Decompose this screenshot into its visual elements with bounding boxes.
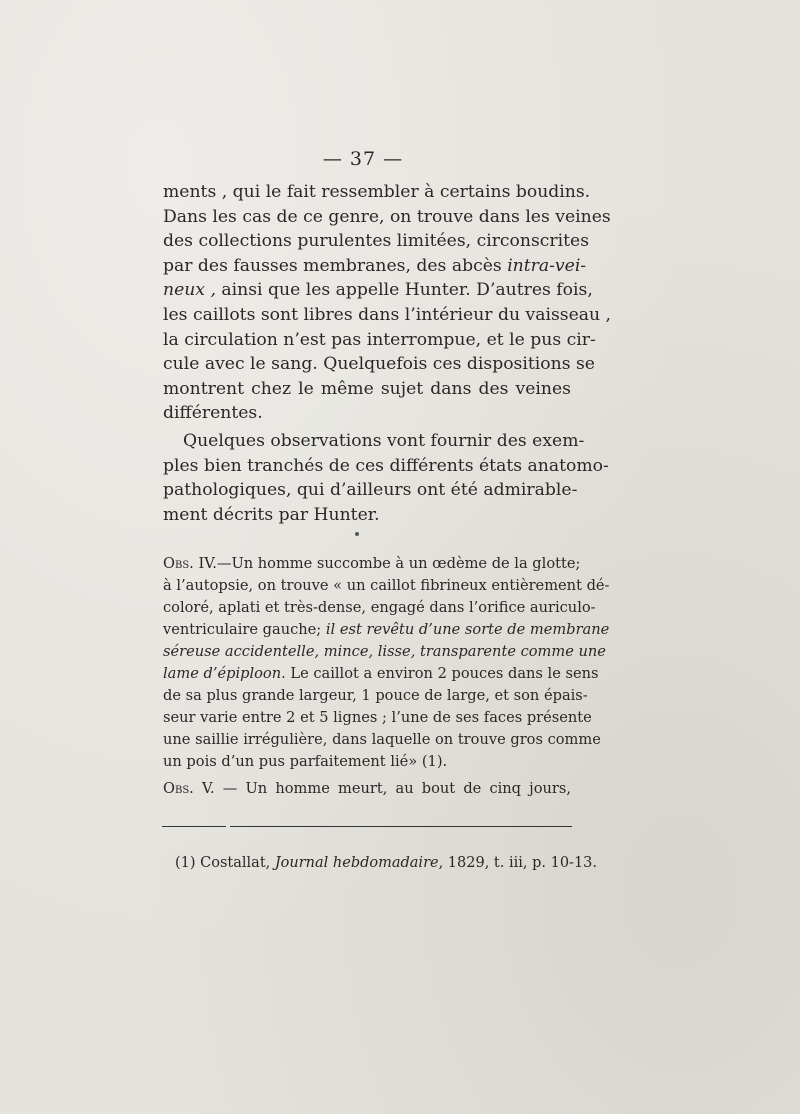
observation-label: Obs. IV. (163, 555, 217, 572)
observation-4 (163, 553, 610, 773)
text-line: montrent chez le même sujet dans des veines (163, 378, 571, 399)
observation-label: Obs. V. (163, 780, 215, 797)
footnote-marker: (1) (175, 855, 196, 871)
text-line: de sa plus grande largeur, 1 pouce de large, et son épais- (163, 687, 588, 704)
text-line: à l’autopsie, on trouve « un caillot fibrineux entièrement dé- (163, 577, 610, 594)
text-line: seur varie entre 2 et 5 lignes ; l’une de ses faces présente (163, 709, 592, 726)
text-line: des collections purulentes limitées, circonscrites (163, 231, 590, 252)
text-line: la circulation n’est pas interrompue, et le pus cir- (163, 329, 596, 350)
text-span: — Un homme meurt, au bout de cinq jours, (222, 780, 571, 797)
text-line (163, 641, 606, 663)
footnote-author: Costallat, (200, 855, 271, 871)
rule-segment (162, 826, 226, 827)
separator-dot (355, 532, 359, 536)
italic-term: neux , (163, 280, 216, 301)
rule-segment (230, 826, 572, 827)
footnote (175, 855, 598, 871)
paragraph-2 (163, 429, 609, 527)
text-line: ments , qui le fait ressembler à certains boudins. (163, 182, 591, 202)
text-span: ventriculaire gauche; (163, 621, 322, 638)
text-line: un pois d’un pus parfaitement lié» (1). (163, 753, 448, 770)
text-line (163, 778, 571, 800)
text-line: pathologiques, qui d’ailleurs ont été admirable- (163, 480, 578, 501)
text-line (163, 254, 587, 279)
text-line: coloré, aplati et très-dense, engagé dans l’orifice auriculo- (163, 599, 596, 616)
text-line: Dans les cas de ce genre, on trouve dans les veines (163, 206, 611, 227)
text-line: ment décrits par Hunter. (163, 504, 380, 525)
italic-term: intra-vei- (507, 255, 587, 276)
italic-text: il est revêtu d’une sorte de membrane (325, 621, 610, 638)
text-line: ples bien tranchés de ces différents états anatomo- (163, 455, 609, 476)
text-line: une saillie irrégulière, dans laquelle on trouve gros comme (163, 731, 601, 748)
italic-text: lame d’épiploon. (163, 665, 286, 682)
text-span: Le caillot a environ 2 pouces dans le sens (290, 665, 599, 682)
text-span: —Un homme succombe à un œdème de la glotte; (216, 555, 581, 572)
text-line: les caillots sont libres dans l’intérieur du vaisseau , (163, 304, 612, 325)
text-line (163, 278, 593, 303)
footnote-journal: Journal hebdomadaire (274, 855, 439, 871)
footnote-details: , 1829, t. iii, p. 10-13. (438, 855, 598, 871)
text-line: Quelques observations vont fournir des exem- (183, 430, 585, 451)
text-line: différentes. (163, 403, 263, 424)
text-line (163, 619, 610, 641)
text-line (163, 553, 581, 575)
text-line (163, 663, 599, 685)
text-span: ainsi que les appelle Hunter. D’autres fois, (221, 280, 593, 301)
italic-text: séreuse accidentelle, mince, lisse, transparente comme une (163, 643, 606, 660)
main-text (163, 180, 612, 527)
paragraph-1 (163, 180, 612, 426)
page-number: — 37 — (322, 148, 404, 170)
text-line: cule avec le sang. Quelquefois ces dispositions se (163, 354, 595, 375)
observation-5 (163, 778, 571, 800)
text-span: par des fausses membranes, des abcès (163, 255, 502, 276)
